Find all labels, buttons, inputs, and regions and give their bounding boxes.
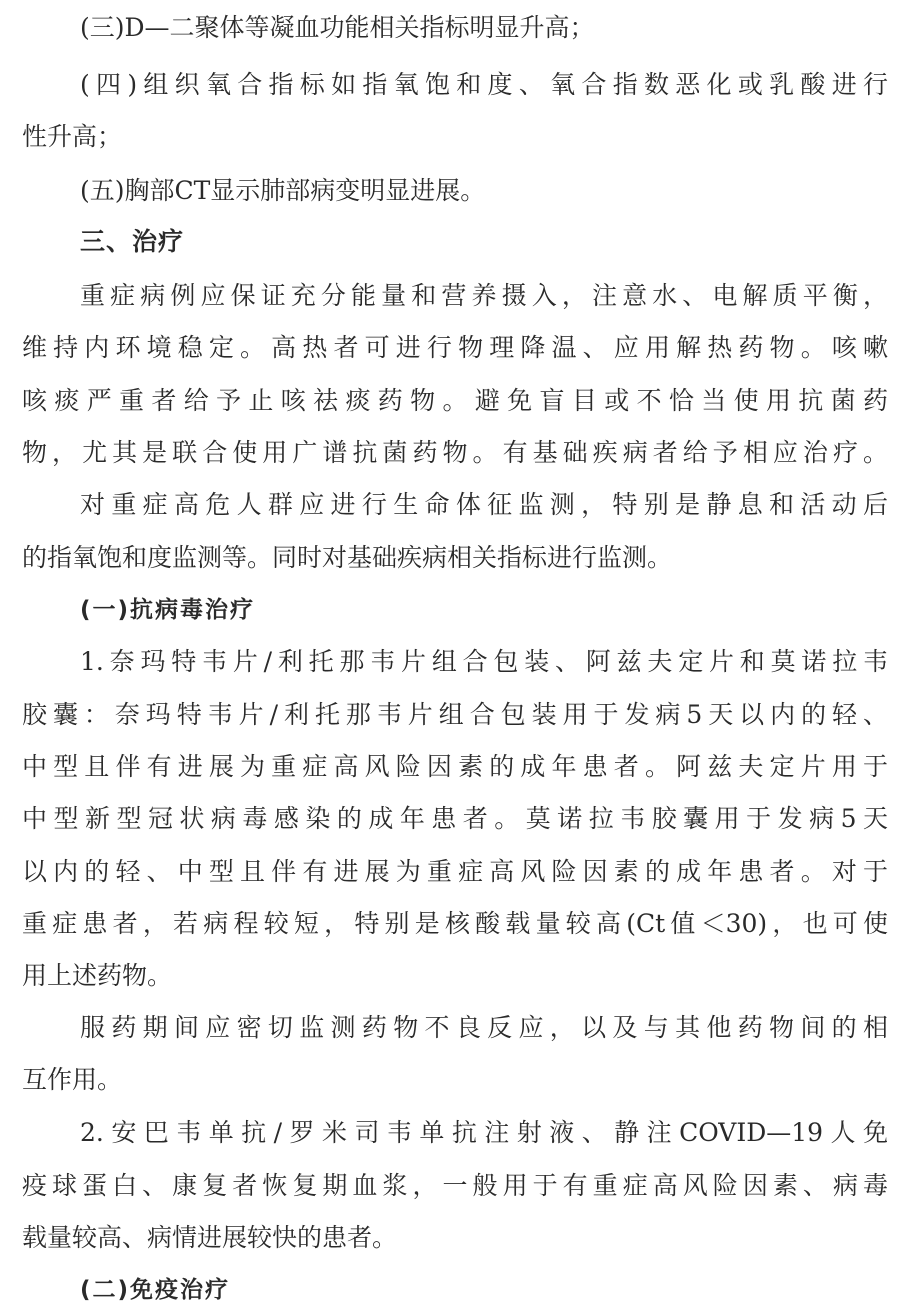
subsection-heading-antiviral: (一)抗病毒治疗 [80, 597, 256, 623]
paragraph-line: 1.奈玛特韦片/利托那韦片组合包装、阿兹夫定片和莫诺拉韦 [80, 647, 888, 676]
paragraph-line: 物，尤其是联合使用广谱抗菌药物。有基础疾病者给予相应治疗。 [22, 438, 888, 467]
paragraph-line: 的指氧饱和度监测等。同时对基础疾病相关指标进行监测。 [22, 543, 673, 572]
paragraph-line: 重症病例应保证充分能量和营养摄入，注意水、电解质平衡， [80, 281, 888, 310]
paragraph-line: 重症患者，若病程较短，特别是核酸载量较高(Ct值＜30)，也可使 [22, 909, 888, 938]
paragraph-line: 互作用。 [22, 1065, 123, 1094]
paragraph-line: 用上述药物。 [22, 961, 173, 990]
paragraph-line: 中型新型冠状病毒感染的成年患者。莫诺拉韦胶囊用于发病5天 [22, 804, 888, 833]
section-heading-treatment: 三、治疗 [80, 227, 185, 256]
paragraph-line: 以内的轻、中型且伴有进展为重症高风险因素的成年患者。对于 [22, 857, 888, 886]
paragraph-line: 服药期间应密切监测药物不良反应，以及与其他药物间的相 [80, 1013, 888, 1042]
paragraph-line: 2.安巴韦单抗/罗米司韦单抗注射液、静注COVID—19人免 [80, 1118, 888, 1147]
list-item-4-continued: 性升高； [22, 122, 123, 151]
paragraph-line: 载量较高、病情进展较快的患者。 [22, 1223, 398, 1252]
paragraph-line: 咳痰严重者给予止咳祛痰药物。避免盲目或不恰当使用抗菌药 [22, 386, 888, 415]
paragraph-line: 对重症高危人群应进行生命体征监测，特别是静息和活动后 [80, 490, 888, 519]
list-item-4: (四)组织氧合指标如指氧饱和度、氧合指数恶化或乳酸进行 [80, 70, 888, 99]
paragraph-line: 维持内环境稳定。高热者可进行物理降温、应用解热药物。咳嗽 [22, 333, 888, 362]
paragraph-line: 疫球蛋白、康复者恢复期血浆，一般用于有重症高风险因素、病毒 [22, 1171, 888, 1200]
list-item-3: (三)D—二聚体等凝血功能相关指标明显升高； [80, 13, 595, 42]
subsection-heading-immunotherapy: (二)免疫治疗 [80, 1277, 231, 1303]
paragraph-line: 中型且伴有进展为重症高风险因素的成年患者。阿兹夫定片用于 [22, 752, 888, 781]
paragraph-line: 胶囊：奈玛特韦片/利托那韦片组合包装用于发病5天以内的轻、 [22, 700, 888, 729]
list-item-5: (五)胸部CT显示肺部病变明显进展。 [80, 176, 486, 205]
